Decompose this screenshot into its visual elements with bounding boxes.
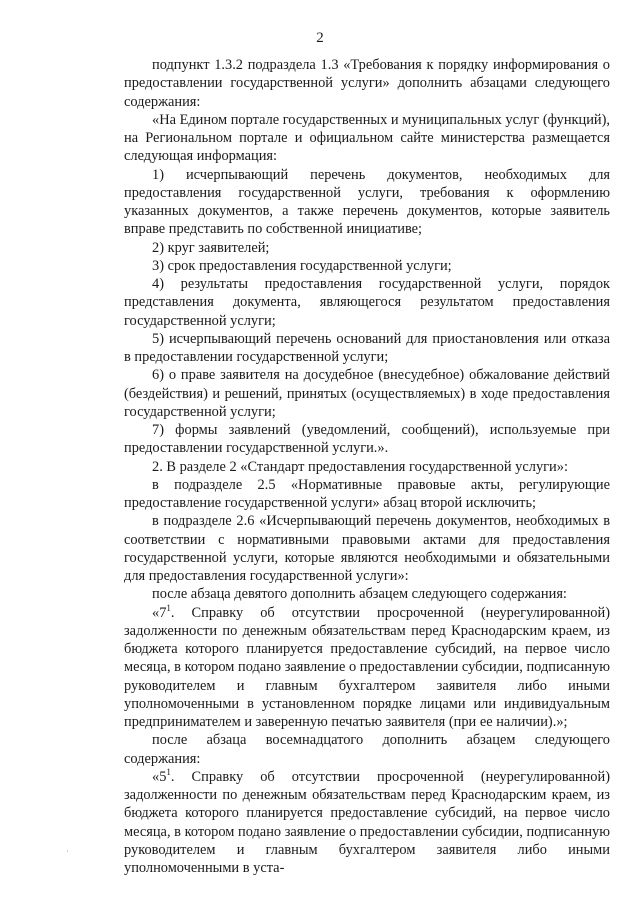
paragraph-subsection-2-6: в подразделе 2.6 «Исчерпывающий перечень документов, необходимых в соответствии с нормативными правовыми актами для предоставления государственной услуги, которые являются необходимыми и обязательными для предоставления государственной услуги»: [124,513,610,584]
paragraph-clause-5-1 [124,768,610,878]
paragraph-subsection-2-5: в подразделе 2.5 «Нормативные правовые акты, регулирующие предоставление государственной услуги» абзац второй исключить; [124,476,610,511]
document-body [124,56,610,877]
clause-7-1-prefix: «7 [152,604,167,621]
list-item-5: 5) исчерпывающий перечень оснований для приостановления или отказа в предоставлении государственной услуги; [124,330,610,365]
list-item-4: 4) результаты предоставления государственной услуги, порядок представления документа, являющегося результатом предоставления государственной услуги; [124,276,610,329]
paragraph-subclause-1-3-2: подпункт 1.3.2 подраздела 1.3 «Требования к порядку информирования о предоставлении государственной услуги» дополнить абзацами следующего содержания: [124,57,610,110]
clause-7-1-superscript: 1 [166,602,171,613]
paragraph-after-ninth: после абзаца девятого дополнить абзацем следующего содержания: [152,586,567,603]
list-item-3: 3) срок предоставления государственной услуги; [152,257,452,274]
clause-5-1-text: . Справку об отсутствии просроченной (неурегулированной) задолженности по денежным обязательствам перед Краснодарским краем, из бюджета которого планируется предоставление субсидий, на первое число месяца, в котором подано заявление о предоставлении субсидии, подписанную руководителем и главным бухгалтером заявителя либо иными уполномоченными в уста- [124,768,610,876]
paragraph-after-eighteenth: после абзаца восемнадцатого дополнить абзацем следующего содержания: [124,732,610,767]
clause-5-1-superscript: 1 [166,766,171,777]
paragraph-section-2: 2. В разделе 2 «Стандарт предоставления государственной услуги»: [152,458,568,475]
list-item-2: 2) круг заявителей; [152,239,270,256]
paragraph-portal-info-intro: «На Едином портале государственных и муниципальных услуг (функций), на Региональном портале и официальном сайте министерства размещается следующая информация: [124,111,611,165]
list-item-6: 6) о праве заявителя на досудебное (внесудебное) обжалование действий (бездействия) и решений, принятых (осуществляемых) в ходе предоставления государственной услуги; [124,367,610,420]
paragraph-clause-7-1 [124,604,610,732]
scan-speck: · [66,846,69,856]
clause-7-1-text: . Справку об отсутствии просроченной (неурегулированной) задолженности по денежным обязательствам перед Краснодарским краем, из бюджета которого планируется предоставление субсидий, на первое число месяца, в котором подано заявление о предоставлении субсидии, подписанную руководителем и главным бухгалтером заявителя либо иными уполномоченными в установленном порядке лицами или индивидуальным предпринимателем и заверенную печатью заявителя (при ее наличии).»; [124,604,610,730]
page-number: 2 [316,30,324,46]
list-item-7: 7) формы заявлений (уведомлений, сообщений), используемые при предоставлении государственной услуги.». [124,422,610,457]
clause-5-1-prefix: «5 [152,768,167,785]
list-item-1: 1) исчерпывающий перечень документов, необходимых для предоставления государственной услуги, требования к оформлению указанных документов, а также перечень документов, которые заявитель вправе представить по собственной инициативе; [124,166,610,238]
